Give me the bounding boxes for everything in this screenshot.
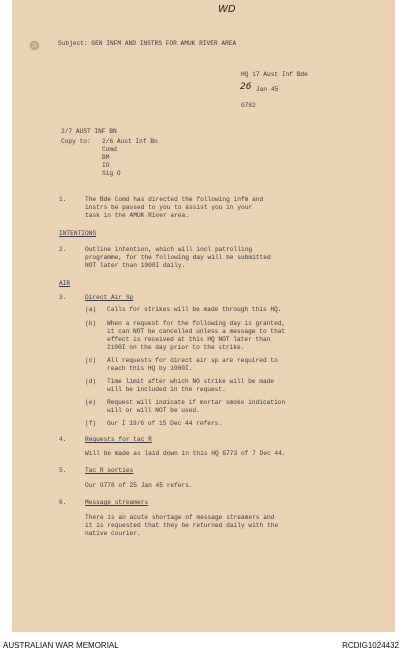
section-heading-intentions: INTENTIONS [59, 230, 97, 237]
para-heading: Tac R sorties [85, 467, 134, 474]
para-number: 5. [59, 467, 67, 474]
para-number: 4. [59, 436, 67, 443]
para-text-line: The Bde Comd has directed the following infm and [85, 196, 264, 203]
subject-line: Subject: GEN INFM AND INSTRS FOR AMUK RIVER AREA [58, 40, 237, 47]
para-text-line: programme, for the following day will be submitted [85, 254, 271, 261]
para-text-line: instrs be passed to you to assist you in your [85, 204, 253, 211]
para-heading: Requests for tac R [85, 436, 152, 443]
sub-item-label: (c) [85, 357, 97, 364]
sub-item-line: 2100I on the day prior to the strike. [107, 344, 245, 351]
para-text-line: Our G778 of 25 Jan 45 refers. [85, 482, 193, 489]
para-number: 1. [59, 196, 67, 203]
para-heading: Message streamers [85, 499, 149, 506]
reference-number: G782 [241, 102, 256, 109]
copy-to-item: IO [102, 162, 110, 169]
record-id: RCDIG1024432 [342, 641, 399, 650]
para-text-line: Outline intention, which will incl patrolling [85, 246, 253, 253]
date-day-handwritten: 26 [240, 82, 252, 92]
sub-item-line: it can NOT be cancelled unless a message to that [107, 328, 286, 335]
copy-to-item: BM [102, 154, 110, 161]
sub-item-label: (a) [85, 306, 97, 313]
sub-item-line: Request will indicate if mortar smoke indication [107, 399, 286, 406]
para-text-line: task in the AMUK River area. [85, 212, 189, 219]
sub-item-line: will or will NOT be used. [107, 407, 200, 414]
archive-name: AUSTRALIAN WAR MEMORIAL [3, 641, 119, 650]
copy-to-item: Sig O [102, 170, 121, 177]
archive-footer [0, 635, 407, 654]
para-text-line: NOT later than 1900I daily. [85, 262, 186, 269]
para-text-line: There is an acute shortage of message streamers and [85, 514, 275, 521]
sub-item-line: effect is received at this HQ NOT later than [107, 336, 271, 343]
para-text-line: it is requested that they be returned daily with the [85, 522, 279, 529]
sub-item-line: Time limit after which NO strike will be made [107, 378, 275, 385]
addressee: 2/7 AUST INF BN [61, 128, 117, 135]
para-text-line: native courier. [85, 530, 141, 537]
sub-item-line: will be included in the request. [107, 386, 226, 393]
sub-item-line: reach this HQ by 1900I. [107, 365, 193, 372]
para-number: 3. [59, 294, 67, 301]
sub-item-line: When a request for the following day is granted, [107, 320, 286, 327]
sub-item-label: (d) [85, 378, 97, 385]
sub-item-label: (b) [85, 320, 97, 327]
document-page [12, 0, 395, 632]
copy-to-item: Comd [102, 146, 117, 153]
para-text-line: Will be made as laid down in this HQ G773 of 7 Dec 44. [85, 450, 286, 457]
sub-item-line: Our I 19/6 of 15 Dec 44 refers. [107, 420, 223, 427]
sub-item-line: Calls for strikes will be made through this HQ. [107, 306, 282, 313]
sub-item-label: (f) [85, 420, 97, 427]
punch-hole [30, 41, 39, 50]
sub-item-label: (e) [85, 399, 97, 406]
section-heading-air: AIR [59, 280, 71, 287]
hq-line: HQ 17 Aust Inf Bde [241, 71, 308, 78]
copy-to-label: Copy to: [61, 138, 91, 145]
copy-to-item: 2/6 Aust Inf Bn [102, 138, 158, 145]
para-number: 6. [59, 499, 67, 506]
para-number: 2. [59, 246, 67, 253]
handwritten-tag: WD [218, 4, 236, 15]
date-line: Jan 45 [256, 86, 279, 93]
sub-item-line: All requests for direct air sp are required to [107, 357, 278, 364]
para-heading: Direct Air Sp [85, 294, 134, 301]
